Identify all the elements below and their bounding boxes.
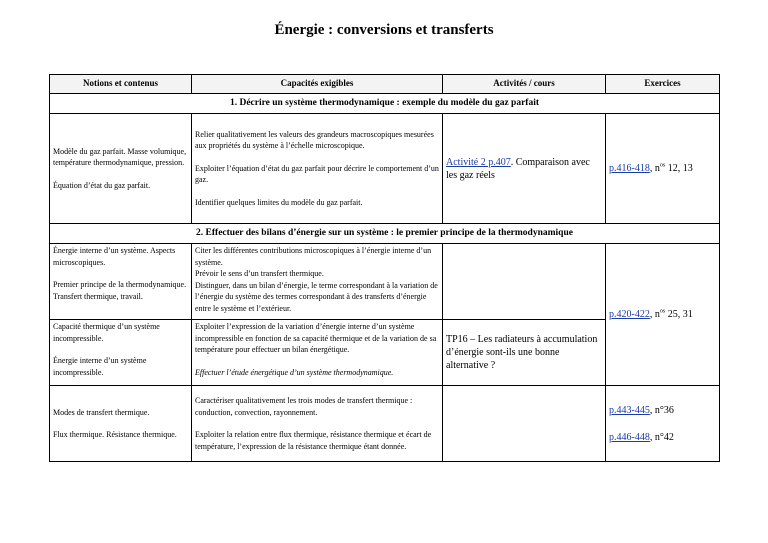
exercice-link[interactable]: p.420-422 [609, 309, 650, 320]
section-1-row [50, 94, 720, 114]
capacite-text: Identifier quelques limites du modèle du gaz parfait. [195, 197, 363, 207]
capacite-text: Caractériser qualitativement les trois modes de transfert thermique : conduction, convection, rayonnement. [195, 396, 413, 417]
notions-cell [50, 244, 192, 320]
section-2-row [50, 224, 720, 244]
capacite-text: Exploiter l’expression de la variation d’énergie interne d’un système incompressible en fonction de sa capacité thermique et de la variation de sa température pour effectuer un bilan énergétique. [195, 322, 437, 354]
section-2-title: 2. Effectuer des bilans d’énergie sur un système : le premier principe de la thermodynamique [50, 224, 720, 244]
table-row [50, 386, 720, 462]
notion-text: Équation d’état du gaz parfait. [53, 180, 151, 190]
notion-text: Flux thermique. Résistance thermique. [53, 430, 177, 439]
exercices-cell [606, 386, 720, 462]
notions-cell [50, 114, 192, 224]
header-notions: Notions et contenus [50, 75, 192, 94]
exercices-cell [606, 244, 720, 386]
capacite-text: Exploiter la relation entre flux thermique, résistance thermique et écart de température, l’expression de la résistance thermique étant donnée. [195, 430, 432, 451]
notion-text: Capacité thermique d’un système incompressible. [53, 322, 160, 343]
capacites-cell [192, 320, 443, 386]
exercice-prefix: , n [649, 163, 660, 174]
notions-cell [50, 386, 192, 462]
exercice-link[interactable]: p.443-445 [609, 404, 650, 416]
exercice-suffix: , n°36 [649, 404, 674, 416]
exercice-sup: os [659, 308, 666, 315]
capacite-text: Exploiter l’équation d’état du gaz parfait pour décrire le comportement d’un gaz. [195, 163, 439, 185]
header-row [50, 75, 720, 94]
table-row [50, 114, 720, 224]
activites-cell [443, 114, 606, 224]
notion-text: Énergie interne d’un système. Aspects microscopiques. [53, 246, 176, 267]
exercice-nums: 12, 13 [665, 163, 693, 174]
notion-text: Modèle du gaz parfait. Masse volumique, température thermodynamique, pression. [53, 146, 187, 168]
exercice-link[interactable]: p.416-418 [609, 163, 650, 174]
activite-link[interactable]: Activité 2 p.407 [446, 156, 511, 168]
tp-cell: TP16 – Les radiateurs à accumulation d’énergie sont-ils une bonne alternative ? [443, 320, 606, 386]
table-row [50, 244, 720, 320]
capacites-cell [192, 386, 443, 462]
activite-text: . Comparaison avec les gaz réels [446, 156, 590, 181]
section-1-title: 1. Décrire un système thermodynamique : exemple du modèle du gaz parfait [50, 94, 720, 114]
capacites-cell: Citer les différentes contributions microscopiques à l’énergie interne d’un système. Prévoir le sens d’un transfert thermique. Distinguer, dans un bilan d’énergie, le terme correspondant à la variation de l’énergie du système des termes correspondant à des transferts d’énergie entre le système et l’extérieur. [192, 244, 443, 320]
exercice-link[interactable]: p.446-448 [609, 431, 650, 443]
header-activites: Activités / cours [443, 75, 606, 94]
notion-text: Modes de transfert thermique. [53, 407, 150, 417]
capacites-cell [192, 114, 443, 224]
activites-cell-empty [443, 386, 606, 462]
header-capacites: Capacités exigibles [192, 75, 443, 94]
capacite-text-italic: Effectuer l’étude énergétique d’un système thermodynamique. [195, 367, 394, 377]
notions-cell [50, 320, 192, 386]
notion-text: Premier principe de la thermodynamique. Transfert thermique, travail. [53, 280, 187, 301]
exercice-suffix: , n°42 [649, 431, 674, 443]
exercice-prefix: , n [649, 309, 660, 320]
capacite-text: Relier qualitativement les valeurs des grandeurs macroscopiques mesurées aux propriétés du système à l’échelle microscopique. [195, 129, 434, 151]
exercice-nums: 25, 31 [665, 309, 693, 320]
exercice-sup: os [659, 162, 666, 169]
header-exercices: Exercices [606, 75, 720, 94]
notion-text: Énergie interne d’un système incompressible. [53, 356, 147, 377]
page-title: Énergie : conversions et transferts [274, 22, 494, 38]
exercices-cell [606, 114, 720, 224]
program-table [49, 74, 720, 462]
activites-cell-empty [443, 244, 606, 320]
